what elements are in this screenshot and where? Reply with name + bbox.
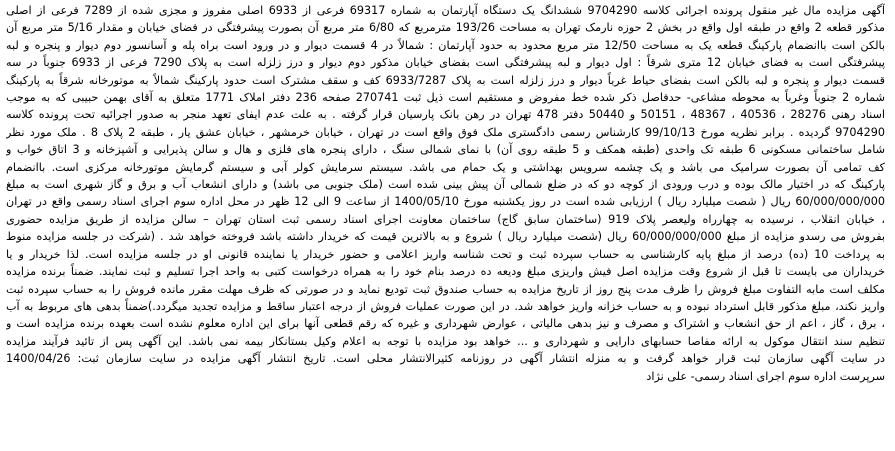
notice-line: مکلف است مابه التفاوت مبلغ فروش را ظرف مدت پنج روز از تاریخ مزایده به حساب صندوق ثبت تودیع نماید و در صورتی که ظرف مهلت مقرر مانده فروش را به حساب سپرده ثبت [6, 282, 885, 296]
notice-line: ، خیابان انقلاب ، نرسیده به چهارراه ولیعصر پلاک 919 (ساختمان سابق گاج) ساختمان معاونت اجرای اسناد رسمی ثبت استان تهران – سالن مزایده از طریق مزایده حضوری [6, 212, 885, 226]
notice-line: به پرداخت 10 (ده) درصد از مبلغ پایه کارشناسی به حساب سپرده ثبت و تحت شناسه واریز اعلامی و حضور خریدار یا نماینده قانونی او در جلسه مزایده است. لذا خریدار و یا [6, 247, 885, 261]
notice-line: 9704290 گردیده . برابر نظریه مورخ 99/10/13 کارشناس رسمی دادگستری ملک فوق واقع است در تهران ، خیابان خرمشهر ، خیابان عشق یار ، طبقه 2 پلاک 8 . ملک مورد نظر [6, 125, 885, 139]
notice-line: در سایت آگهی سازمان ثبت قرار خواهد گرفت و به منزله انتشار آگهی در روزنامه کثیرالانتشار محلی است. تاریخ انتشار آگهی مزایده در سایت سازمان ثبت: 1400/04/26 [6, 352, 885, 366]
notice-line: 60/000/000/000 ریال ( شصت میلیارد ریال ) ارزیابی شده است در روز یکشنبه مورخ 1400/05/10 از ساعت 9 الی 12 ظهر در محل اداره سوم اجرای اسناد رسمی واقع در تهران [6, 195, 885, 209]
notice-line: مذکور قطعه 2 واقع در طبقه اول واقع در بخش 2 حوزه نارمک تهران به مساحت 193/26 مترمربع که 6/80 متر مربع آن بصورت پیشرفتگی در فضای خیابان و مقدار 5/16 متر مربع آن [6, 21, 885, 35]
notice-line: اسناد رهنی 28276 ، 40536 ، 48367 ، 50151 و 50440 دفتر 478 تهران در رهن بانک پارسیان قرار گرفته . به علت عدم ایفای تعهد منجر به صدور اجرائیه تحت پرونده کلاسه [6, 108, 885, 122]
auction-notice-text [6, 2, 885, 385]
notice-line: شامل ساختمانی مسکونی 6 طبقه تک واحدی (طبقه همکف و 5 طبقه روی آن) با نمای شمالی سنگ ، دارای پنجره های فلزی و هال و سالن پذیرایی و آشپزخانه و 3 اتاق خواب و [6, 143, 885, 157]
notice-line: ، برق ، گاز ، اعم از حق انشعاب و اشتراک و مصرف و نیز بدهی مالیاتی ، عوارض شهرداری و غیره که رقم قطعی آنها برای این اداره معلوم نشده است بعهده برنده مزایده است و [6, 317, 885, 331]
notice-line: واریز نکند، مبلغ مذکور قابل استرداد نبوده و به حساب خزانه واریز خواهد شد. در این صورت عملیات فروش از درجه اعتبار ساقط و مزایده تجدید میگردد.)ضمناً بدهی های مربوط به آب [6, 299, 885, 313]
notice-line: آگهی مزایده مال غیر منقول پرونده اجرائی کلاسه 9704290 ششدانگ یک دستگاه آپارتمان به شماره 69317 فرعی از 6933 اصلی مفروز و مجزی شده از 7289 فرعی از اصلی [6, 4, 885, 17]
notice-line: پیشرفتگی است به فضای خیابان 12 متری شرقاً : اول دیوار و لبه پیشرفتگی است بفضای خیابان مذکور دوم دیوار و درز زلزله است به پلاک 7290 فرعی از 6933 جنوباً در سه [6, 56, 885, 70]
notice-line: قسمت دیوار و پنجره و لبه بالکن است بفضای حیاط غرباً دیوار و درز زلزله است به پلاک 6933/7287 کف و سقف مشترک است حدود پارکینگ شمالاً به موتورخانه شرقاً به پارکینگ [6, 73, 885, 87]
notice-line: بالکن است باانضمام پارکینگ قطعه یک به مساحت 12/50 متر مربع محدود به حدود آپارتمان : شمالاً در 4 قسمت دیوار و در ورود است براه پله و آسانسور دوم دیوار و پنجره و لبه [6, 38, 885, 52]
notice-line: خریداران می بایست تا قبل از شروع وقت مزایده اصل فیش واریزی مبلغ ودیعه ده درصد بنام خود را به همراه درخواست کتبی به واحد اجرا تسلیم و ثبت نمایند. ضمناً برنده مزایده [6, 265, 885, 279]
notice-line: کف تمامی آن بصورت سرامیک می باشد و یک چشمه سرویس بهداشتی و یک حمام می باشد. سیستم سرمایش کولر آبی و سیستم گرمایش موتورخانه مرکزی است. باانضمام [6, 160, 885, 174]
signature-line: سرپرست اداره سوم اجرای اسناد رسمی- علی نژاد [646, 369, 885, 383]
notice-line: شماره 2 جنوباً وغرباً به محوطه مشاعی- حدفاصل ذکر شده خط مفروض و مستقیم است ذیل ثبت 270741 صفحه 236 دفتر املاک 1771 متعلق به آقای بهمن حبیبی که به موجب [6, 91, 885, 105]
notice-line: بفروش می رسدو مزایده از مبلغ 60/000/000/000 ریال (شصت میلیارد ریال ) شروع و به بالاترین قیمت که خریدار داشته باشد فروخته خواهد شد . (شرکت در جلسه مزایده منوط [6, 230, 885, 244]
notice-line: پارکینگ که در اختیار مالک بوده و درب ورودی از کوچه دو که در ضلع شمالی آن پیش بینی شده است (ملک جنوبی می باشد) و دارای انشعاب آب و برق و گاز شهری است به مبلغ [6, 178, 885, 192]
notice-line: تنظیم سند انتقال موکول به ارائه مفاصا حسابهای دارایی و شهرداری و ... خواهد بود مزایده با توجه به اعلام وکیل بستانکار بیمه نمی باشد. این آگهی پس از تائید فرآیند مزایده [6, 334, 885, 348]
